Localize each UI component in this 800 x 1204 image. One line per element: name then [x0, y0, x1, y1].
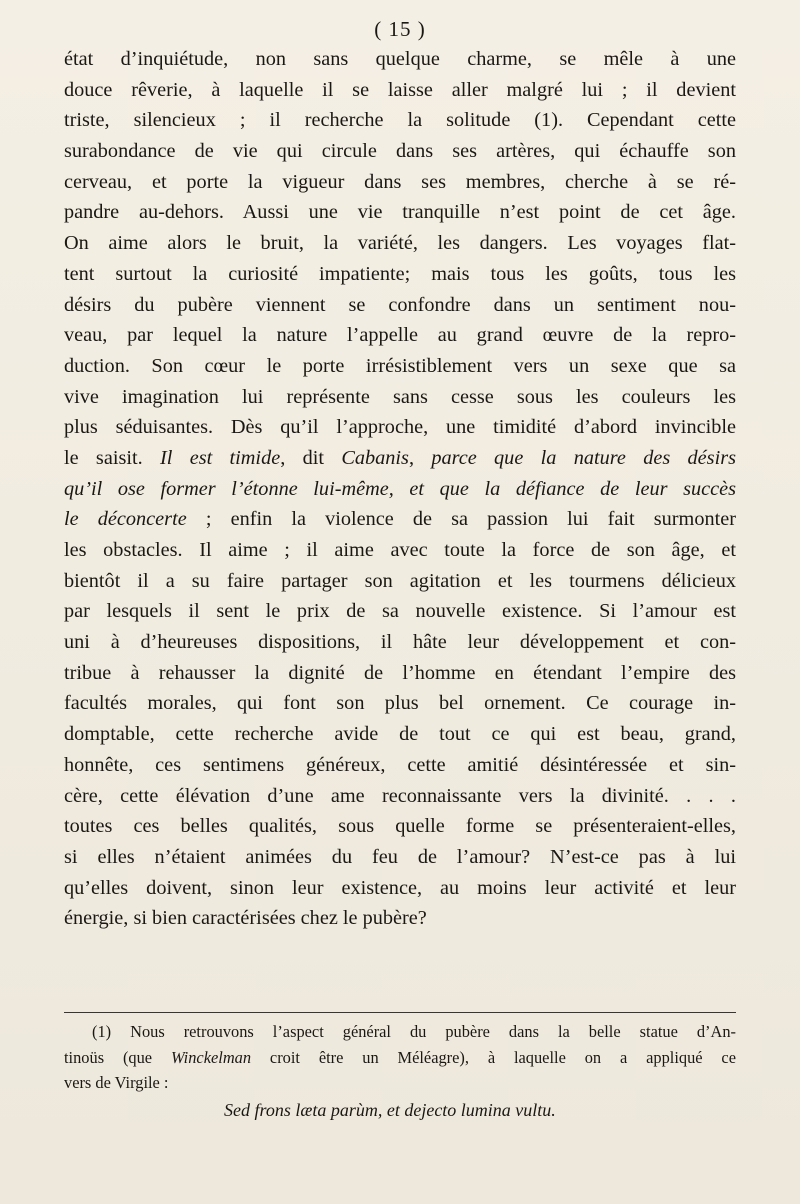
- text-segment: pandre au-dehors. Aussi une vie tranquille n’est point de cet âge.: [64, 201, 736, 224]
- text-segment: désirs du pubère viennent se confondre dans un sentiment nou-: [64, 293, 736, 316]
- page-number: ( 15 ): [374, 17, 426, 41]
- text-segment: veau, par lequel la nature l’appelle au grand œuvre de la repro-: [64, 324, 736, 347]
- text-line: [64, 290, 736, 321]
- text-segment: état d’inquiétude, non sans quelque charme, se mêle à une: [64, 48, 736, 70]
- text-line: [64, 781, 736, 812]
- text-segment: plus séduisantes. Dès qu’il l’approche, une timidité d’abord invincible: [64, 416, 736, 439]
- text-segment: , dit: [280, 446, 342, 469]
- text-segment: croit être un Méléagre), à laquelle on a appliqué ce: [251, 1047, 736, 1067]
- text-line: [64, 566, 736, 597]
- text-line: [64, 136, 736, 167]
- italic-text: parce que la nature des désirs: [431, 446, 736, 469]
- italic-text: Winckelman: [170, 1047, 252, 1067]
- text-line: [64, 750, 736, 781]
- text-line: [64, 504, 736, 535]
- text-segment: vive imagination lui représente sans cesse sous les couleurs les: [64, 385, 736, 408]
- text-line: [64, 903, 736, 934]
- text-segment: cère, cette élévation d’une ame reconnaissante vers la divinité. . . .: [64, 784, 736, 807]
- text-segment: tribue à rehausser la dignité de l’homme en étendant l’empire des: [64, 661, 736, 684]
- text-segment: qu’elles doivent, sinon leur existence, au moins leur activité et leur: [64, 876, 736, 899]
- text-segment: tinoüs (que: [64, 1047, 171, 1067]
- footnote-separator: [64, 1012, 736, 1013]
- text-line: [64, 658, 736, 689]
- text-line: [64, 228, 736, 259]
- footnote-line: [64, 1070, 736, 1096]
- footnote-line: [64, 1045, 736, 1071]
- italic-text: Il est timide: [160, 446, 281, 469]
- text-segment: les obstacles. Il aime ; il aime avec toute la force de son âge, et: [64, 539, 736, 561]
- text-segment: ; enfin la violence de sa passion lui fait surmonter: [186, 508, 736, 531]
- text-line: [64, 351, 736, 382]
- text-line: [64, 535, 736, 566]
- text-line: [64, 627, 736, 658]
- text-line: [64, 596, 736, 627]
- footnote: [64, 1019, 736, 1124]
- text-line: [64, 443, 736, 474]
- footnote-quote: Sed frons læta parùm, et dejecto lumina vultu.: [224, 1099, 556, 1120]
- text-segment: domptable, cette recherche avide de tout ce qui est beau, grand,: [64, 723, 736, 746]
- footnote-line: [64, 1019, 736, 1045]
- text-segment: surabondance de vie qui circule dans ses artères, qui échauffe son: [64, 140, 736, 163]
- text-segment: énergie, si bien caractérisées chez le pubère?: [64, 907, 427, 930]
- text-segment: par lesquels il sent le prix de sa nouvelle existence. Si l’amour est: [64, 600, 736, 623]
- text-segment: (1) Nous retrouvons l’aspect général du pubère dans la belle statue d’An-: [92, 1022, 736, 1041]
- text-segment: cerveau, et porte la vigueur dans ses membres, cherche à se ré-: [64, 170, 736, 193]
- text-segment: douce rêverie, à laquelle il se laisse aller malgré lui ; il devient: [64, 78, 736, 101]
- text-line: [64, 382, 736, 413]
- text-line: [64, 412, 736, 443]
- text-segment: uni à d’heureuses dispositions, il hâte leur développement et con-: [64, 631, 736, 654]
- text-line: [64, 44, 736, 75]
- text-segment: ,: [408, 446, 432, 469]
- text-line: [64, 688, 736, 719]
- text-segment: toutes ces belles qualités, sous quelle forme se présenteraient-elles,: [64, 815, 736, 838]
- text-line: [64, 474, 736, 505]
- text-segment: facultés morales, qui font son plus bel ornement. Ce courage in-: [64, 692, 736, 715]
- text-line: [64, 197, 736, 228]
- text-segment: bientôt il a su faire partager son agitation et les tourmens délicieux: [64, 569, 736, 592]
- text-line: [64, 167, 736, 198]
- text-line: [64, 75, 736, 106]
- text-line: [64, 105, 736, 136]
- text-segment: tent surtout la curiosité impatiente; mais tous les goûts, tous les: [64, 262, 736, 285]
- text-line: [64, 259, 736, 290]
- italic-text: qu’il ose former l’étonne lui-même, et que la défiance de leur succès: [64, 477, 736, 500]
- text-line: [64, 719, 736, 750]
- text-line: [64, 811, 736, 842]
- text-segment: si elles n’étaient animées du feu de l’amour? N’est-ce pas à lui: [64, 845, 736, 868]
- main-text: [64, 44, 736, 934]
- italic-text: Cabanis: [341, 446, 409, 469]
- text-segment: duction. Son cœur le porte irrésistiblement vers un sexe que sa: [64, 354, 736, 377]
- text-line: [64, 842, 736, 873]
- text-segment: le saisit.: [64, 446, 160, 469]
- text-segment: vers de Virgile :: [64, 1073, 169, 1092]
- text-segment: On aime alors le bruit, la variété, les dangers. Les voyages flat-: [64, 232, 736, 255]
- text-line: [64, 320, 736, 351]
- italic-text: le déconcerte: [64, 508, 187, 531]
- text-line: [64, 873, 736, 904]
- text-segment: triste, silencieux ; il recherche la solitude (1). Cependant cette: [64, 109, 736, 132]
- text-segment: honnête, ces sentimens généreux, cette amitié désintéressée et sin-: [64, 753, 736, 776]
